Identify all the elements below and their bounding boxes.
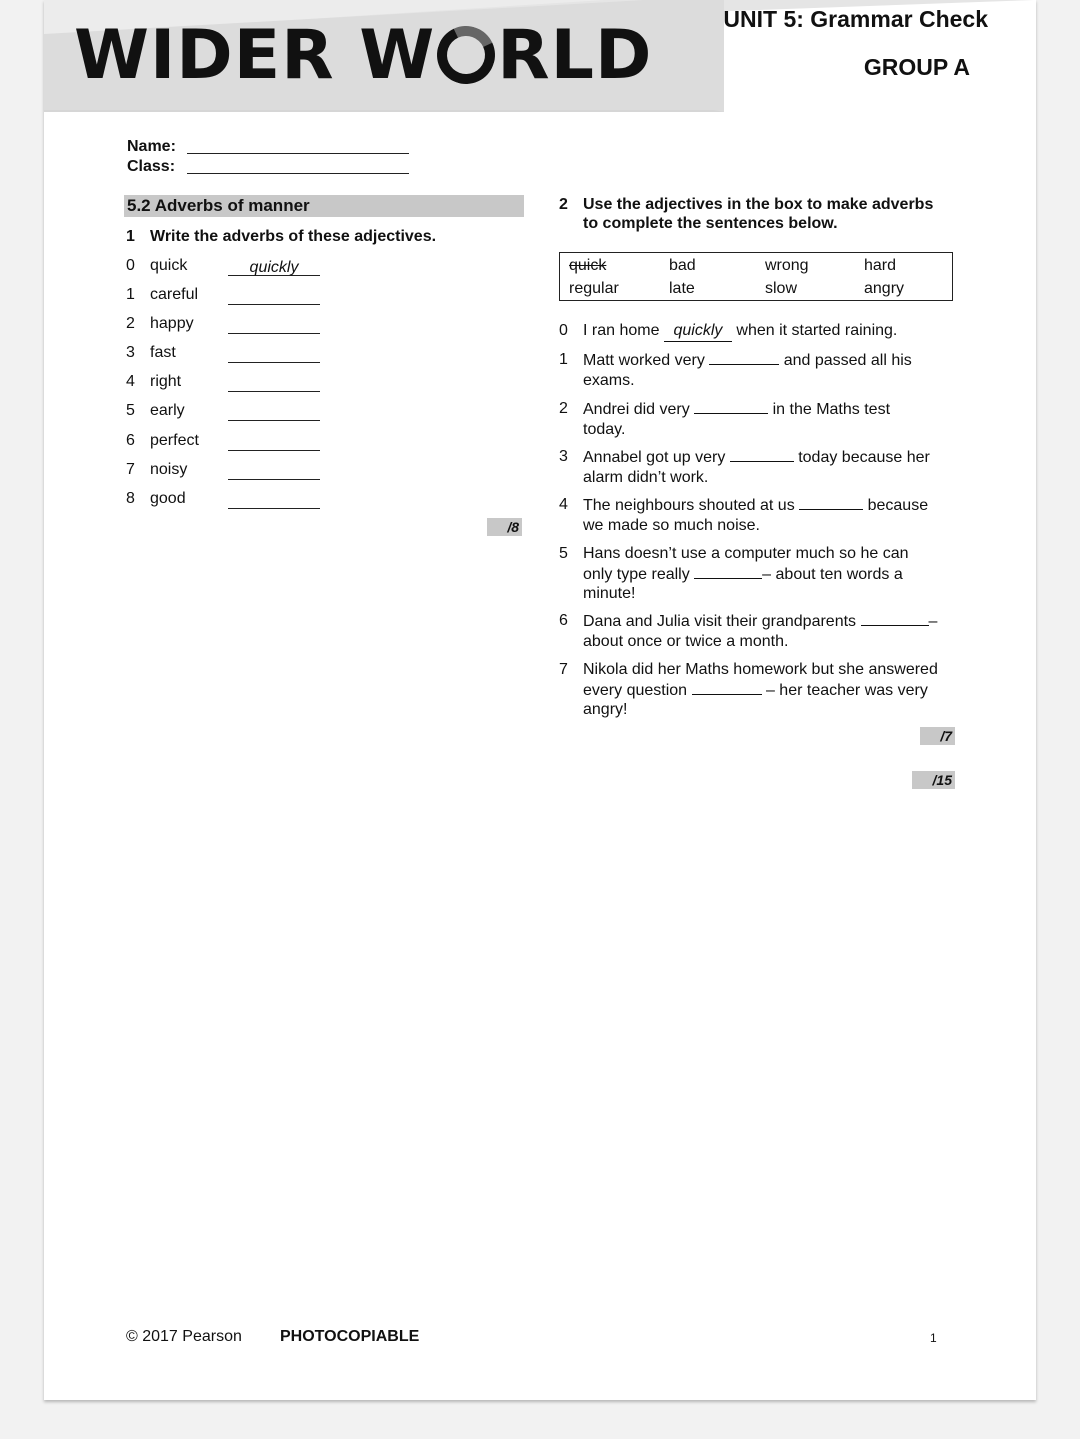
- exercise2-number: 2: [559, 196, 568, 213]
- sentence-1: [559, 350, 959, 390]
- sentence-text: Andrei did very: [583, 401, 695, 418]
- sentence-text: and passed all his: [779, 352, 912, 369]
- answer-blank[interactable]: [692, 680, 762, 695]
- item-number: 5: [126, 402, 135, 419]
- exercise2-instruction-line1: Use the adjectives in the box to make adverbs: [583, 196, 934, 213]
- class-field[interactable]: [187, 156, 409, 174]
- sentence-number: 4: [559, 496, 568, 513]
- sentence-text: about once or twice a month.: [583, 632, 789, 650]
- list-item: [126, 315, 346, 337]
- box-word: angry: [864, 280, 905, 297]
- total-score: /15: [912, 771, 955, 789]
- sentence-number: 5: [559, 545, 568, 562]
- answer-blank[interactable]: [228, 288, 320, 305]
- exercise1-instruction: Write the adverbs of these adjectives.: [150, 228, 437, 245]
- list-item: [126, 461, 346, 483]
- item-word: perfect: [150, 432, 199, 449]
- sentence-text: Annabel got up very: [583, 449, 730, 466]
- name-field[interactable]: [187, 136, 409, 154]
- sentence-number: 0: [559, 322, 568, 339]
- exercise2-instruction-line2: to complete the sentences below.: [583, 215, 838, 232]
- answer-blank[interactable]: [228, 434, 320, 451]
- brand-suffix: RLD: [497, 16, 653, 95]
- answer-blank[interactable]: [694, 564, 762, 579]
- sentence-text: today because her: [793, 449, 930, 466]
- item-number: 8: [126, 490, 135, 507]
- photocopiable-label: PHOTOCOPIABLE: [280, 1328, 420, 1345]
- sentence-text: every question: [583, 681, 692, 699]
- box-word: regular: [569, 280, 619, 297]
- exercise2-score: /7: [920, 727, 955, 745]
- sentence-text: angry!: [583, 701, 628, 718]
- sentence-text: I ran home: [583, 322, 664, 339]
- list-item: [126, 344, 346, 366]
- list-item: [126, 402, 346, 424]
- sentence-number: 7: [559, 661, 568, 678]
- sentence-text: Hans doesn’t use a computer much so he can: [583, 545, 909, 562]
- sentence-text: –: [928, 613, 938, 630]
- sentence-6: [559, 611, 959, 651]
- item-number: 3: [126, 344, 135, 361]
- item-number: 2: [126, 315, 135, 332]
- sentence-number: 3: [559, 448, 568, 465]
- list-item: [126, 286, 346, 308]
- list-item: [126, 432, 346, 454]
- sentence-number: 1: [559, 351, 568, 368]
- word-box: [559, 252, 953, 301]
- sentence-text: – about ten words a: [762, 565, 903, 583]
- exercise1-score: /8: [487, 518, 522, 536]
- sentence-text: when it started raining.: [731, 322, 898, 339]
- sentence-text: – her teacher was very: [761, 681, 928, 699]
- sentence-text: alarm didn’t work.: [583, 468, 709, 486]
- copyright: © 2017 Pearson: [126, 1328, 242, 1345]
- sentence-text: we made so much noise.: [583, 516, 760, 534]
- item-number: 7: [126, 461, 135, 478]
- box-word: quick: [569, 257, 607, 274]
- item-word: fast: [150, 344, 176, 361]
- brand-logo: [74, 16, 652, 96]
- item-number: 4: [126, 373, 135, 390]
- answer-blank[interactable]: [228, 463, 320, 480]
- example-answer: quickly: [228, 259, 320, 276]
- worksheet-page: [44, 0, 1036, 1400]
- sentence-text: because: [863, 497, 929, 514]
- sentence-7: [559, 660, 959, 720]
- answer-blank[interactable]: [228, 492, 320, 509]
- section-title: 5.2 Adverbs of manner: [124, 195, 524, 217]
- sentence-4: [559, 495, 959, 535]
- group-label: GROUP A: [863, 54, 970, 80]
- sentence-number: 6: [559, 612, 568, 629]
- page-number: 1: [930, 1331, 937, 1345]
- box-word: late: [669, 280, 695, 297]
- sentence-text: today.: [583, 420, 626, 438]
- answer-blank[interactable]: [799, 495, 863, 510]
- answer-blank[interactable]: [228, 317, 320, 334]
- unit-title: UNIT 5: Grammar Check: [723, 6, 988, 32]
- item-word: noisy: [150, 461, 188, 478]
- sentence-text: The neighbours shouted at us: [583, 497, 800, 514]
- list-item: [126, 490, 346, 512]
- box-word: bad: [669, 257, 696, 274]
- exercise1-number: 1: [126, 228, 135, 245]
- item-number: 1: [126, 286, 135, 303]
- item-number: 0: [126, 257, 135, 274]
- list-item: [126, 373, 346, 395]
- item-word: happy: [150, 315, 194, 332]
- sentence-number: 2: [559, 400, 568, 417]
- item-number: 6: [126, 432, 135, 449]
- sentence-text: exams.: [583, 371, 635, 389]
- answer-blank[interactable]: [694, 399, 768, 414]
- item-word: good: [150, 490, 186, 507]
- sentence-text: Dana and Julia visit their grandparents: [583, 613, 861, 630]
- box-word: hard: [864, 257, 897, 274]
- sentence-2: [559, 399, 959, 439]
- answer-blank[interactable]: [228, 346, 320, 363]
- sentence-text: in the Maths test: [768, 401, 891, 418]
- item-word: careful: [150, 286, 199, 303]
- answer-blank[interactable]: [228, 375, 320, 392]
- answer-blank[interactable]: [228, 404, 320, 421]
- sentence-3: [559, 447, 959, 487]
- name-label: Name:: [127, 138, 176, 155]
- sentence-text: minute!: [583, 585, 636, 602]
- brand-ring-icon: [429, 18, 503, 92]
- brand-prefix: WIDER W: [74, 16, 436, 95]
- class-label: Class:: [127, 158, 176, 175]
- item-word: early: [150, 402, 185, 419]
- box-word: wrong: [765, 257, 809, 274]
- list-item: [126, 257, 346, 279]
- answer-blank[interactable]: [861, 611, 929, 626]
- box-word: slow: [765, 280, 798, 297]
- sentence-0: [559, 321, 959, 341]
- answer-blank[interactable]: [709, 350, 779, 365]
- sentence-text: Matt worked very: [583, 352, 710, 369]
- example-answer: quickly: [664, 321, 732, 342]
- sentence-5: [559, 544, 959, 604]
- sentence-text: Nikola did her Maths homework but she answered: [583, 661, 938, 678]
- item-word: quick: [150, 257, 188, 274]
- answer-blank[interactable]: [730, 447, 794, 462]
- item-word: right: [150, 373, 182, 390]
- sentence-text: only type really: [583, 565, 695, 583]
